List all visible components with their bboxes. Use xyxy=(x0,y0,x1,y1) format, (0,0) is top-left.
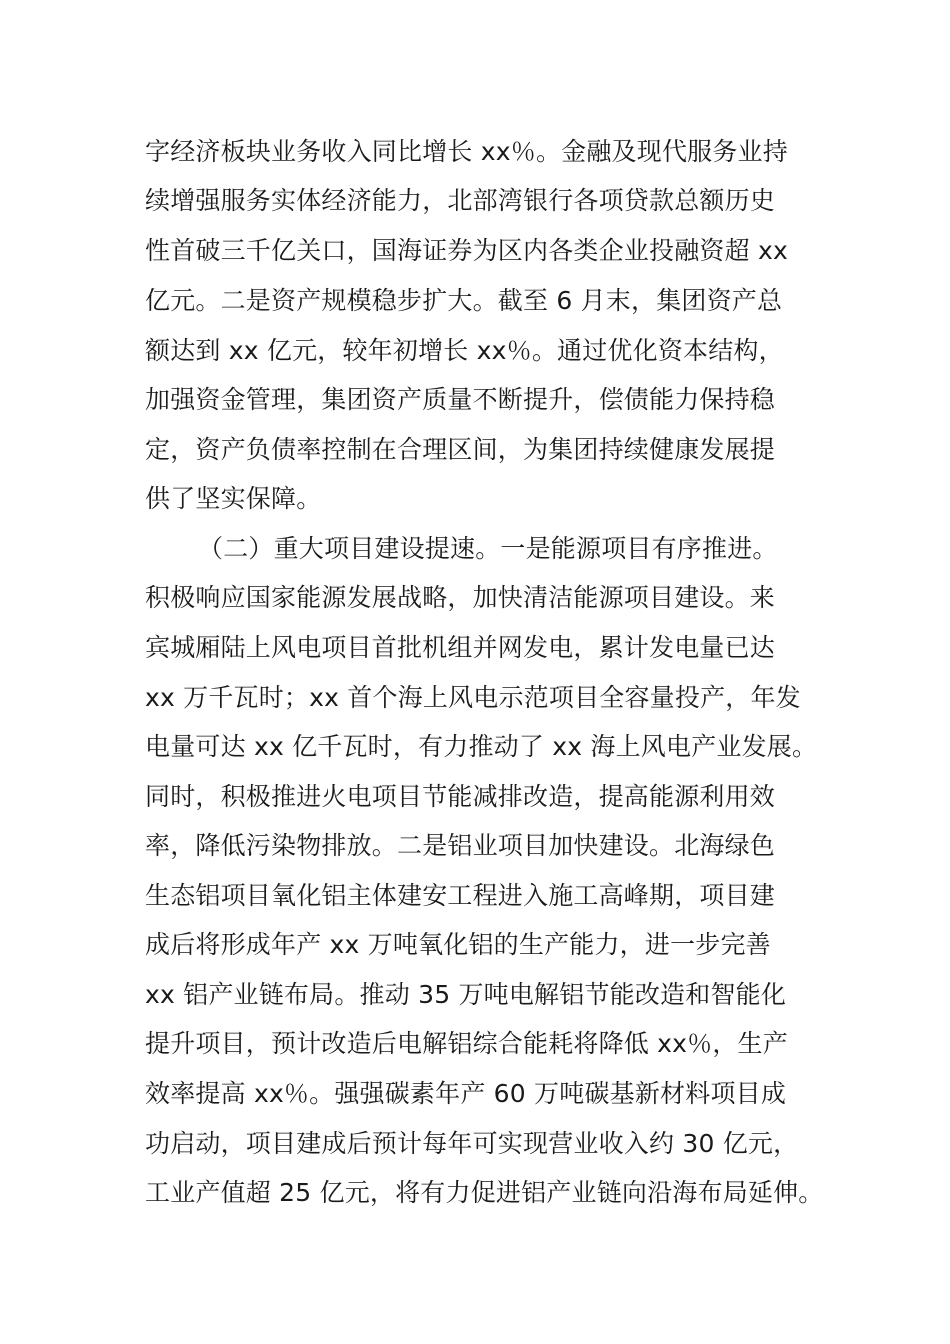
text-line-7: 定，资产负债率控制在合理区间，为集团持续健康发展提 xyxy=(145,435,776,464)
text-line-16: 生态铝项目氧化铝主体建安工程进入施工高峰期，项目建 xyxy=(145,881,776,910)
text-line-17: 成后将形成年产 xx 万吨氧化铝的生产能力，进一步完善 xyxy=(145,930,771,959)
text-line-3: 性首破三千亿关口，国海证券为区内各类企业投融资超 xx xyxy=(145,236,788,265)
text-line-21: 功启动，项目建成后预计每年可实现营业收入约 30 亿元， xyxy=(145,1129,799,1158)
text-line-22: 工业产值超 25 亿元，将有力促进铝产业链向沿海布局延伸。 xyxy=(145,1178,824,1207)
text-line-6: 加强资金管理，集团资产质量不断提升，偿债能力保持稳 xyxy=(145,385,776,414)
text-line-10: 积极响应国家能源发展战略，加快清洁能源项目建设。来 xyxy=(145,583,776,612)
text-line-18: xx 铝产业链布局。推动 35 万吨电解铝节能改造和智能化 xyxy=(145,980,787,1009)
text-line-4: 亿元。二是资产规模稳步扩大。截至 6 月末，集团资产总 xyxy=(145,286,783,315)
text-line-2: 续增强服务实体经济能力，北部湾银行各项贷款总额历史 xyxy=(145,186,776,215)
text-line-11: 宾城厢陆上风电项目首批机组并网发电，累计发电量已达 xyxy=(145,633,776,662)
text-line-5: 额达到 xx 亿元，较年初增长 xx％。通过优化资本结构， xyxy=(145,336,784,365)
text-line-8: 供了坚实保障。 xyxy=(145,484,322,513)
section-heading-line: （二）重大项目建设提速。一是能源项目有序推进。 xyxy=(198,534,778,563)
text-line-19: 提升项目，预计改造后电解铝综合能耗将降低 xx％，生产 xyxy=(145,1029,788,1058)
text-line-20: 效率提高 xx％。强强碳素年产 60 万吨碳基新材料项目成 xyxy=(145,1079,787,1108)
text-line-1: 字经济板块业务收入同比增长 xx％。金融及现代服务业持 xyxy=(145,137,788,166)
text-line-12: xx 万千瓦时；xx 首个海上风电示范项目全容量投产，年发 xyxy=(145,683,801,712)
text-line-14: 同时，积极推进火电项目节能减排改造，提高能源利用效 xyxy=(145,782,776,811)
text-line-13: 电量可达 xx 亿千瓦时，有力推动了 xx 海上风电产业发展。 xyxy=(145,732,818,761)
text-line-15: 率，降低污染物排放。二是铝业项目加快建设。北海绿色 xyxy=(145,831,776,860)
